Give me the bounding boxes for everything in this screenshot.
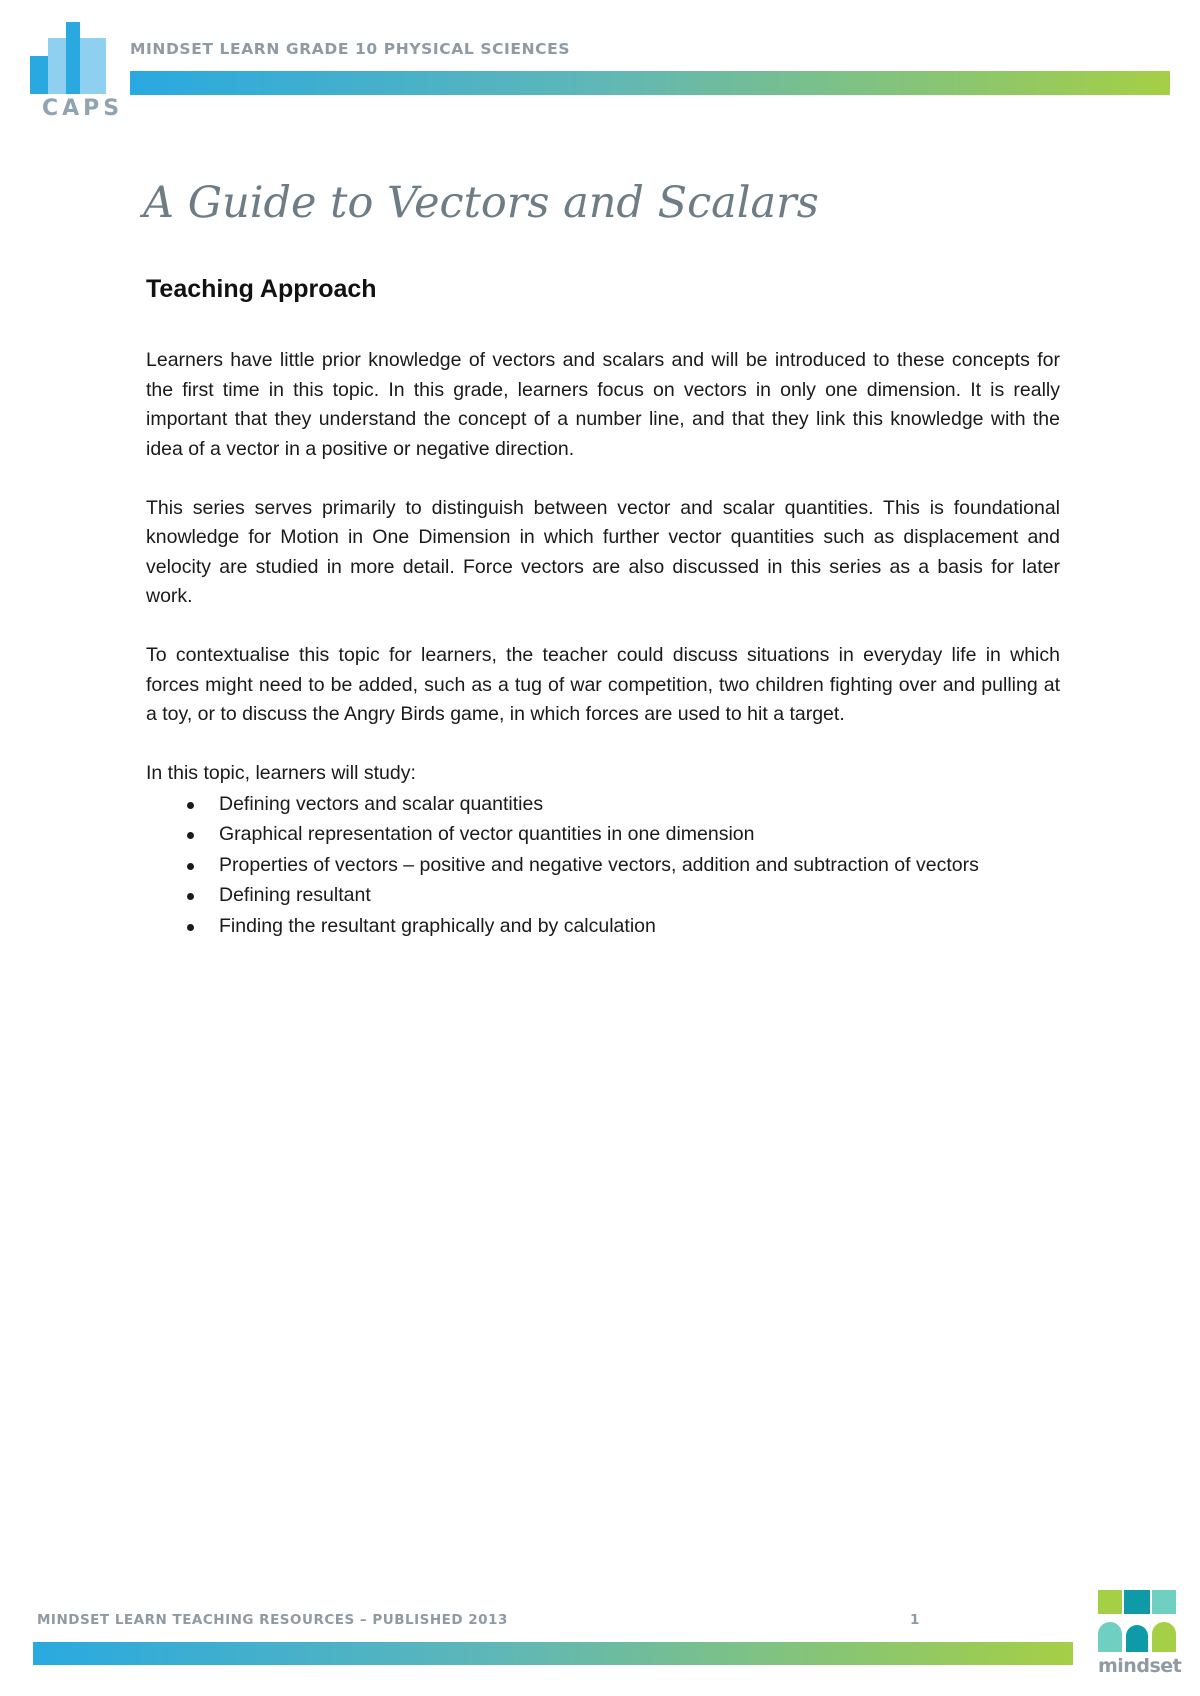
mindset-logo-text: mindset bbox=[1098, 1655, 1182, 1677]
list-item-text: Finding the resultant graphically and by calculation bbox=[219, 914, 656, 937]
footer-text: MINDSET LEARN TEACHING RESOURCES – PUBLISHED 2013 bbox=[37, 1612, 508, 1628]
paragraph-1: Learners have little prior knowledge of vectors and scalars and will be introduced to these concepts for the first time in this topic. In this grade, learners focus on vectors in only one dimension. It is really important that they understand the concept of a number line, and that they link this knowledge with the idea of a vector in a positive or negative direction. bbox=[146, 349, 1060, 460]
list-item bbox=[146, 851, 1060, 881]
bullet-icon bbox=[187, 893, 194, 900]
footer-gradient-bar bbox=[33, 1642, 1073, 1665]
bullet-icon bbox=[187, 832, 194, 839]
bullet-icon bbox=[187, 924, 194, 931]
page-number: 1 bbox=[910, 1612, 920, 1628]
bullet-icon bbox=[187, 863, 194, 870]
paragraph-3: To contextualise this topic for learners, the teacher could discuss situations in everyday life in which forces might need to be added, such as a tug of war competition, two children fighting over and pulling at a toy, or to discuss the Angry Birds game, in which forces are used to hit a target. bbox=[146, 644, 1060, 725]
list-item-text: Defining vectors and scalar quantities bbox=[219, 792, 544, 815]
document-body bbox=[146, 346, 1060, 942]
list-item-text: Properties of vectors – positive and negative vectors, addition and subtraction of vectors bbox=[219, 853, 979, 876]
list-item bbox=[146, 820, 1060, 850]
header-title: MINDSET LEARN GRADE 10 PHYSICAL SCIENCES bbox=[130, 40, 571, 58]
list-item bbox=[146, 881, 1060, 911]
list-intro: In this topic, learners will study: bbox=[146, 762, 416, 784]
bullet-icon bbox=[187, 802, 194, 809]
list-item-text: Graphical representation of vector quantities in one dimension bbox=[219, 823, 755, 845]
header-gradient-bar bbox=[130, 71, 1170, 95]
section-heading: Teaching Approach bbox=[146, 275, 377, 303]
topic-list bbox=[146, 790, 1060, 942]
mindset-logo-icon bbox=[1098, 1590, 1178, 1652]
caps-logo-text: CAPS bbox=[42, 96, 124, 121]
paragraph-2: This series serves primarily to distinguish between vector and scalar quantities. This is foundational knowledge for Motion in One Dimension in which further vector quantities such as displacement and velocity are studied in more detail. Force vectors are also discussed in this series as a basis for later work. bbox=[146, 496, 1060, 607]
list-item bbox=[146, 912, 1060, 942]
list-item-text: Defining resultant bbox=[219, 884, 371, 906]
list-item bbox=[146, 790, 1060, 820]
document-title: A Guide to Vectors and Scalars bbox=[143, 178, 819, 228]
